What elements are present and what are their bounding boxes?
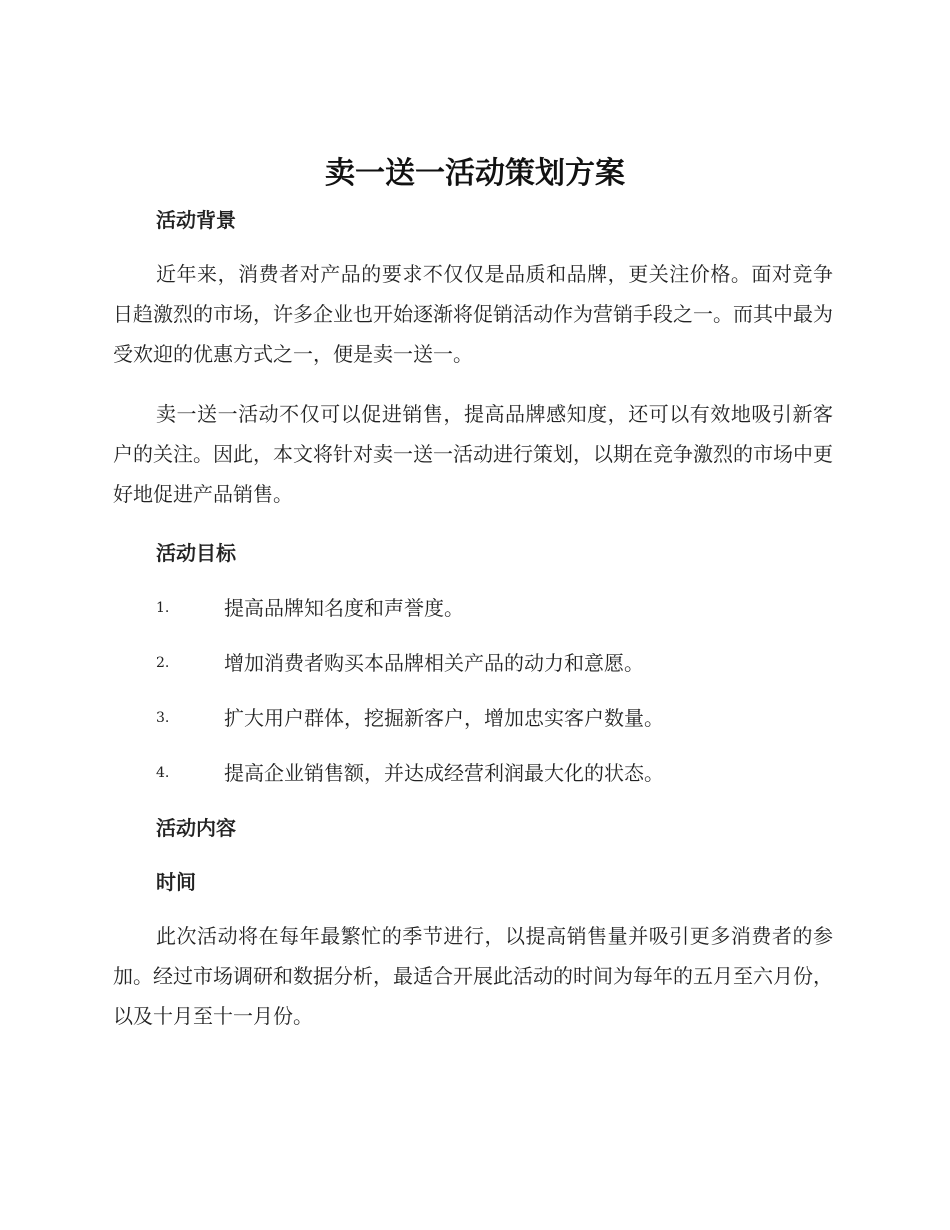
heading-goals: 活动目标	[156, 541, 236, 565]
goal-text: 提高企业销售额，并达成经营利润最大化的状态。	[224, 761, 664, 785]
goal-number: 3.	[156, 710, 170, 726]
goal-list-item	[156, 703, 836, 733]
heading-background: 活动背景	[156, 208, 236, 232]
goal-list-item	[156, 758, 836, 788]
goal-number: 2.	[156, 655, 170, 671]
goal-list-item	[156, 593, 836, 623]
goal-text: 增加消费者购买本品牌相关产品的动力和意愿。	[224, 651, 644, 675]
goal-text: 扩大用户群体，挖掘新客户，增加忠实客户数量。	[224, 706, 664, 730]
document-title: 卖一送一活动策划方案	[325, 156, 625, 191]
paragraph-background-1: 近年来，消费者对产品的要求不仅仅是品质和品牌，更关注价格。面对竞争日趋激烈的市场，许多企业也开始逐渐将促销活动作为营销手段之一。而其中最为受欢迎的优惠方式之一，便是卖一送一。	[113, 262, 833, 366]
goal-number: 1.	[156, 600, 170, 616]
goal-text: 提高品牌知名度和声誉度。	[224, 596, 464, 620]
heading-content: 活动内容	[156, 816, 236, 840]
goal-list-item	[156, 648, 836, 678]
goal-number: 4.	[156, 765, 170, 781]
paragraph-background-2: 卖一送一活动不仅可以促进销售，提高品牌感知度，还可以有效地吸引新客户的关注。因此，本文将针对卖一送一活动进行策划，以期在竞争激烈的市场中更好地促进产品销售。	[113, 402, 833, 506]
paragraph-time: 此次活动将在每年最繁忙的季节进行，以提高销售量并吸引更多消费者的参加。经过市场调研和数据分析，最适合开展此活动的时间为每年的五月至六月份，以及十月至十一月份。	[113, 924, 833, 1028]
heading-time: 时间	[156, 870, 196, 894]
